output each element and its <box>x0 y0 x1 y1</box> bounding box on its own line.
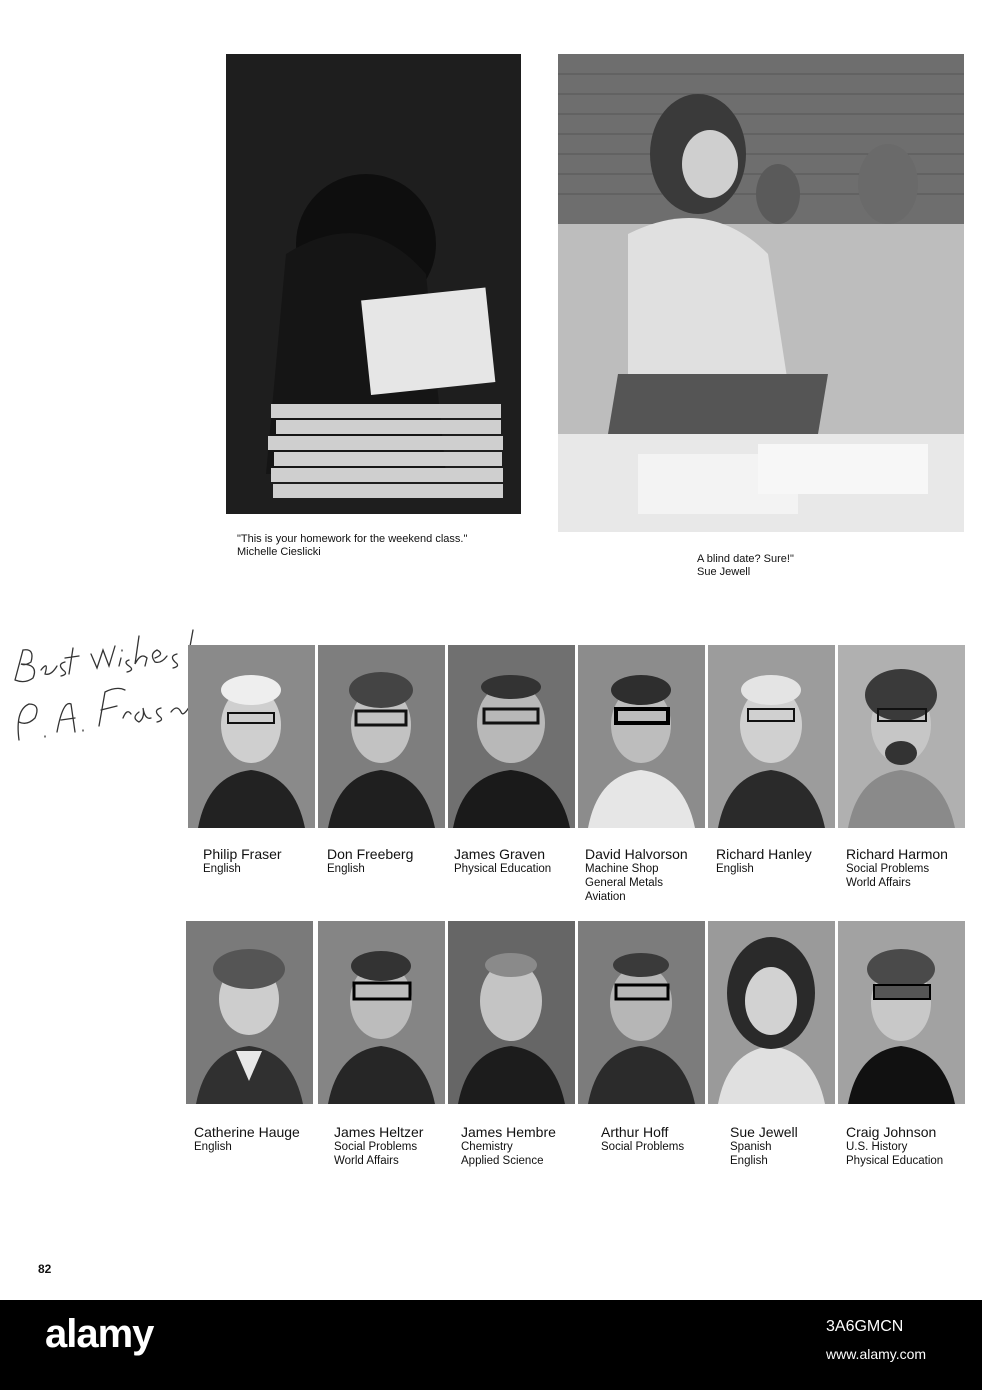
portrait-richard-hanley <box>708 645 835 828</box>
portrait-don-freeberg <box>318 645 445 828</box>
faculty-subject: General Metals <box>585 877 663 889</box>
faculty-subject: World Affairs <box>334 1155 399 1167</box>
faculty-subjects <box>334 1140 417 1168</box>
faculty-subjects <box>585 862 663 904</box>
portrait-james-graven <box>448 645 575 828</box>
faculty-subject: English <box>194 1141 232 1153</box>
faculty-subjects <box>454 862 551 876</box>
faculty-subject: Physical Education <box>454 863 552 875</box>
portrait-richard-harmon <box>838 645 965 828</box>
portrait-image <box>578 645 705 828</box>
faculty-subject: Social Problems <box>846 863 930 875</box>
faculty-subjects <box>327 862 365 876</box>
faculty-subject: English <box>730 1155 768 1167</box>
footer-logo: alamy <box>45 1312 154 1356</box>
portrait-image <box>318 645 445 828</box>
photo-caption-homework <box>237 533 467 559</box>
faculty-subjects <box>601 1140 684 1154</box>
faculty-subject: U.S. History <box>846 1141 908 1153</box>
page-number: 82 <box>38 1262 52 1276</box>
faculty-name: Craig Johnson <box>846 1124 937 1140</box>
faculty-name: James Heltzer <box>334 1124 424 1140</box>
portrait-catherine-hauge <box>186 921 313 1104</box>
faculty-name: Sue Jewell <box>730 1124 798 1140</box>
faculty-subject: Aviation <box>585 891 626 903</box>
portrait-philip-fraser <box>188 645 315 828</box>
portrait-arthur-hoff <box>578 921 705 1104</box>
portrait-image <box>708 645 835 828</box>
portrait-image <box>838 645 965 828</box>
faculty-subject: English <box>203 863 241 875</box>
faculty-subject: Applied Science <box>461 1155 544 1167</box>
photo-caption-blind-date <box>697 553 794 579</box>
photo-blind-date <box>558 54 964 532</box>
faculty-subjects <box>846 1140 943 1168</box>
portrait-image <box>448 921 575 1104</box>
photo-teacher-homework <box>226 54 521 514</box>
portrait-image <box>188 645 315 828</box>
portrait-image <box>708 921 835 1104</box>
faculty-name: Catherine Hauge <box>194 1124 300 1140</box>
faculty-subject: English <box>327 863 365 875</box>
faculty-subject: Social Problems <box>601 1141 685 1153</box>
faculty-name: James Graven <box>454 846 546 862</box>
faculty-subjects <box>716 862 754 876</box>
faculty-subject: English <box>716 863 754 875</box>
faculty-subject: Chemistry <box>461 1141 513 1153</box>
portrait-image <box>318 921 445 1104</box>
portrait-image <box>448 645 575 828</box>
faculty-subjects <box>194 1140 232 1154</box>
faculty-name: Philip Fraser <box>203 846 282 862</box>
faculty-subject: Machine Shop <box>585 863 659 875</box>
portrait-sue-jewell <box>708 921 835 1104</box>
caption-quote: A blind date? Sure!" <box>697 553 794 565</box>
faculty-subject: Social Problems <box>334 1141 418 1153</box>
faculty-subject: World Affairs <box>846 877 911 889</box>
portrait-james-hembre <box>448 921 575 1104</box>
faculty-name: James Hembre <box>461 1124 556 1140</box>
faculty-subjects <box>461 1140 543 1168</box>
portrait-david-halvorson <box>578 645 705 828</box>
portrait-james-heltzer <box>318 921 445 1104</box>
caption-quote: "This is your homework for the weekend class." <box>237 533 468 545</box>
faculty-subjects <box>846 862 929 890</box>
faculty-name: Arthur Hoff <box>601 1124 669 1140</box>
footer-url: www.alamy.com <box>826 1346 927 1362</box>
portrait-craig-johnson <box>838 921 965 1104</box>
faculty-name: Richard Harmon <box>846 846 948 862</box>
faculty-name: Don Freeberg <box>327 846 414 862</box>
caption-person: Sue Jewell <box>697 566 751 578</box>
faculty-subject: Spanish <box>730 1141 772 1153</box>
photo-teacher-homework-image <box>226 54 521 514</box>
faculty-subjects <box>730 1140 772 1168</box>
footer-image-id: 3A6GMCN <box>826 1318 904 1335</box>
faculty-name: Richard Hanley <box>716 846 812 862</box>
photo-blind-date-image <box>558 54 964 532</box>
faculty-subject: Physical Education <box>846 1155 944 1167</box>
faculty-name: David Halvorson <box>585 846 688 862</box>
portrait-image <box>838 921 965 1104</box>
portrait-image <box>578 921 705 1104</box>
faculty-subjects <box>203 862 241 876</box>
portrait-image <box>186 921 313 1104</box>
caption-person: Michelle Cieslicki <box>237 546 321 558</box>
